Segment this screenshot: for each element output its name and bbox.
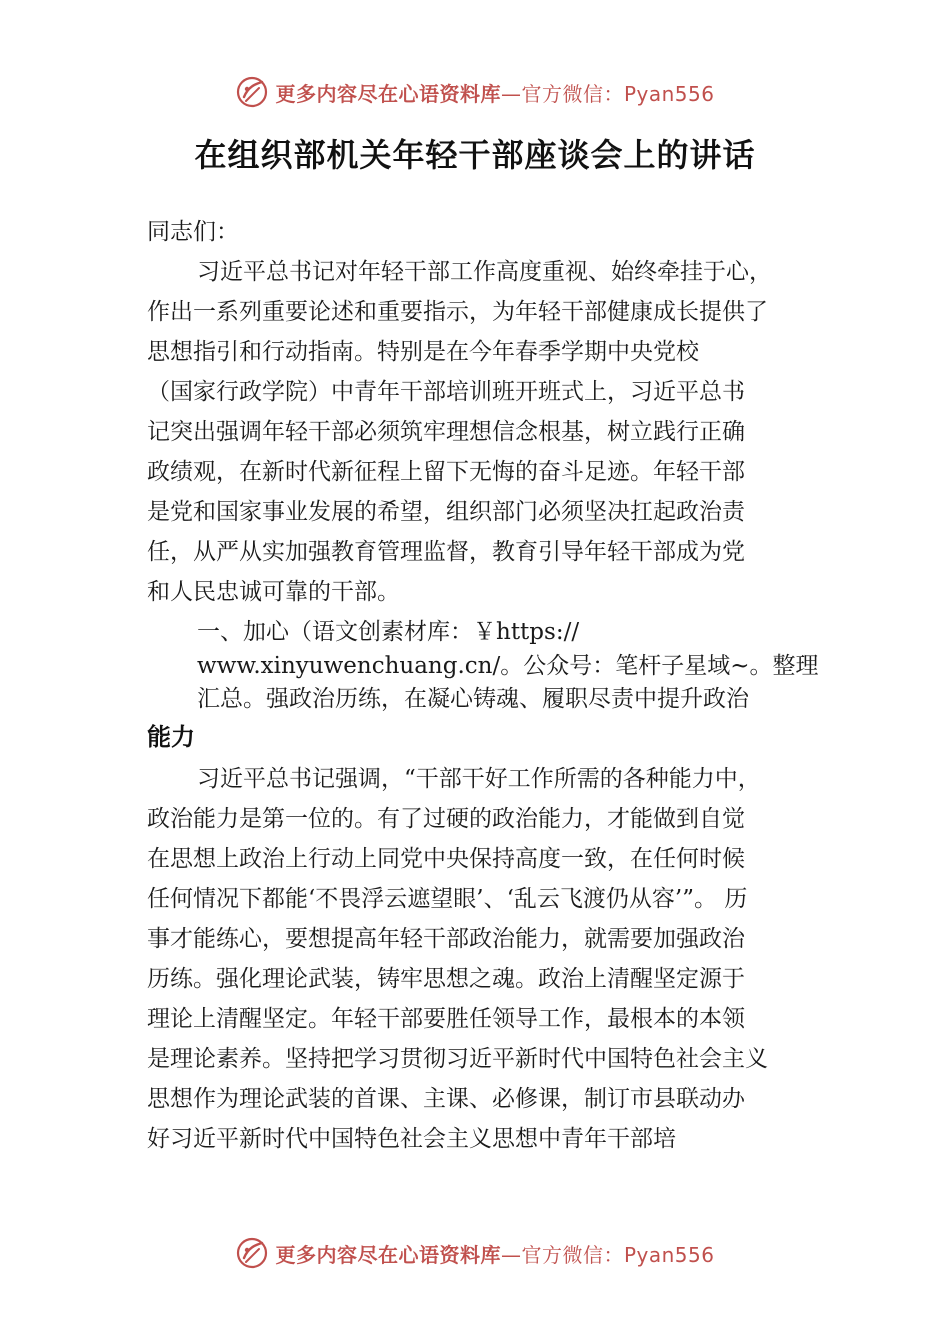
salutation: 同志们： [147, 219, 239, 245]
paragraph1-line: 是党和国家事业发展的希望，组织部门必须坚决扛起政治责 [147, 499, 745, 525]
banner-separator: — [500, 1242, 522, 1267]
paragraph2-line: 习近平总书记强调，“干部干好工作所需的各种能力中， [197, 766, 761, 792]
banner-brand-text: 更多内容尽在心语资料库 [275, 81, 501, 106]
banner-official-text: 官方微信：Pyan556 [521, 1242, 715, 1267]
banner-text [275, 1239, 714, 1268]
paragraph2-line: 是理论素养。坚持把学习贯彻习近平新时代中国特色社会主义 [147, 1046, 768, 1072]
paragraph1-line: 和人民忠诚可靠的干部。 [147, 579, 400, 605]
paragraph2-line: 政治能力是第一位的。有了过硬的政治能力，才能做到自觉 [147, 806, 745, 832]
paragraph2-line: 好习近平新时代中国特色社会主义思想中青年干部培 [147, 1126, 676, 1152]
section1-line: 一、加心（语文创素材库：￥https:// [197, 619, 580, 645]
paragraph1-line: 任，从严从实加强教育管理监督，教育引导年轻干部成为党 [147, 539, 745, 565]
banner-separator: — [500, 81, 522, 106]
paragraph2-line: 历练。强化理论武装，铸牢思想之魂。政治上清醒坚定源于 [147, 966, 745, 992]
paragraph2-line: 任何情况下都能‘不畏浮云遮望眼’、‘乱云飞渡仍从容’”。 历 [147, 886, 748, 912]
paragraph1-line: 政绩观，在新时代新征程上留下无悔的奋斗足迹。年轻干部 [147, 459, 745, 485]
paragraph1-line: （国家行政学院）中青年干部培训班开班式上，习近平总书 [147, 379, 745, 405]
banner-official-text: 官方微信：Pyan556 [521, 81, 715, 106]
paragraph1-line: 记突出强调年轻干部必须筑牢理想信念根基，树立践行正确 [147, 419, 745, 445]
paragraph1-line: 习近平总书记对年轻干部工作高度重视、始终牵挂于心， [197, 259, 772, 285]
section1-heading-tail: 能力 [147, 723, 195, 751]
document-title: 在组织部机关年轻干部座谈会上的讲话 [194, 136, 756, 174]
section1-line: 汇总。强政治历练，在凝心铸魂、履职尽责中提升政治 [197, 686, 749, 712]
logo-icon [235, 1236, 269, 1270]
paragraph1-line: 思想指引和行动指南。特别是在今年春季学期中央党校 [147, 339, 699, 365]
section1-line: www.xinyuwenchuang.cn/。公众号：笔杆子星域~。整理 [197, 653, 819, 679]
logo-icon [235, 75, 269, 109]
paragraph2-line: 理论上清醒坚定。年轻干部要胜任领导工作，最根本的本领 [147, 1006, 745, 1032]
paragraph2-line: 事才能练心，要想提高年轻干部政治能力，就需要加强政治 [147, 926, 745, 952]
paragraph2-line: 思想作为理论武装的首课、主课、必修课，制订市县联动办 [147, 1086, 745, 1112]
paragraph2-line: 在思想上政治上行动上同党中央保持高度一致，在任何时候 [147, 846, 745, 872]
paragraph1-line: 作出一系列重要论述和重要指示，为年轻干部健康成长提供了 [147, 299, 768, 325]
header-banner [0, 70, 950, 114]
banner-brand-text: 更多内容尽在心语资料库 [275, 1242, 501, 1267]
footer-banner [0, 1231, 950, 1275]
banner-text [275, 78, 714, 107]
